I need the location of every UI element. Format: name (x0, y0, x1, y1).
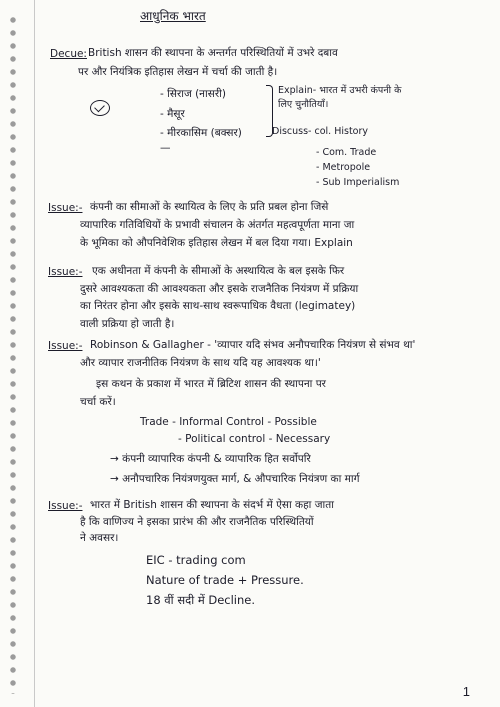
decue-line-1: British शासन की स्थापना के अन्तर्गत परिस्थितियों में उभरे दबाव (88, 47, 338, 59)
issue-4-note-1: EIC - trading com (146, 553, 246, 567)
issue-2-line-4: वाली प्रक्रिया हो जाती है। (80, 318, 175, 330)
issue-3-trade-2: - Political control - Necessary (178, 433, 331, 445)
issue-1-label: Issue:- (48, 202, 83, 214)
check-circle-icon (90, 100, 110, 116)
issue-2-line-1: एक अधीनता में कंपनी के सीमाओं के अस्थायित्व के बल इसके फिर (92, 265, 345, 277)
issue-3-line-1: Robinson & Gallagher - 'व्यापार यदि संभव अनौपचारिक नियंत्रण से संभव था' (90, 339, 416, 351)
issue-3-trade-1: Trade - Informal Control - Possible (140, 416, 317, 428)
decue-line-2: पर और नियंत्रिक इतिहास लेखन में चर्चा की जाती है। (78, 66, 278, 78)
issue-3-line-3: इस कथन के प्रकाश में भारत में ब्रिटिश शासन की स्थापना पर (96, 378, 326, 390)
page-number: 1 (462, 684, 470, 699)
decue-list-item-4: — (160, 142, 171, 154)
decue-discuss: Discuss- col. History (272, 126, 369, 137)
decue-explain-2: लिए चुनौतियाँ। (278, 99, 329, 110)
spiral-binding (6, 14, 20, 694)
decue-sublist-1: - Com. Trade (316, 147, 377, 158)
issue-4-line-1: भारत में British शासन की स्थापना के संदर्भ में ऐसा कहा जाता (90, 499, 334, 511)
issue-4-label: Issue:- (48, 500, 83, 512)
decue-sublist-2: - Metropole (316, 162, 371, 173)
issue-3-label: Issue:- (48, 340, 83, 352)
decue-list-item-3: - मीरकासिम (बक्सर) (160, 127, 242, 139)
issue-4-note-2: Nature of trade + Pressure. (146, 573, 304, 587)
issue-1-line-1: कंपनी का सीमाओं के स्थायित्व के लिए के प्रति प्रबल होना जिसे (90, 201, 329, 213)
decue-explain-1: Explain- भारत में उभरी कंपनी के (278, 85, 402, 96)
decue-sublist-3: - Sub Imperialism (316, 177, 400, 188)
decue-label: Decue: (50, 48, 87, 60)
decue-list-item-1: - सिराज (नासरी) (160, 88, 226, 100)
issue-1-line-2: व्यापारिक गतिविधियों के प्रभावी संचालन के अंतर्गत महत्वपूर्णता माना जा (80, 219, 355, 231)
issue-3-point-2: → अनौपचारिक नियंत्रणयुक्त मार्ग, & औपचारिक नियंत्रण का मार्ग (110, 473, 360, 485)
issue-3-line-4: चर्चा करें। (80, 396, 116, 408)
issue-3-line-2: और व्यापार राजनीतिक नियंत्रण के साथ यदि यह आवश्यक था।' (80, 357, 321, 369)
issue-1-line-3: के भूमिका को औपनिवेशिक इतिहास लेखन में बल दिया गया। Explain (80, 237, 353, 249)
issue-3-point-1: → कंपनी व्यापारिक कंपनी & व्यापारिक हित सर्वोपरि (110, 453, 311, 465)
issue-4-note-3: 18 वीं सदी में Decline. (146, 593, 256, 607)
issue-4-line-3: ने अवसर। (80, 532, 119, 544)
issue-2-line-2: दुसरे आवश्यकता की आवश्यकता और इसके राजनैतिक नियंत्रण में प्रक्रिया (80, 283, 359, 295)
margin-line (34, 0, 35, 707)
issue-4-line-2: है कि वाणिज्य ने इसका प्रारंभ की और राजनैतिक परिस्थितियों (80, 516, 314, 528)
decue-list-item-2: - मैसूर (160, 108, 185, 120)
issue-2-label: Issue:- (48, 266, 83, 278)
page-title: आधुनिक भारत (140, 9, 206, 23)
issue-2-line-3: का निरंतर होना और इसके साथ-साथ स्वरूपाधिक वैधता (legimatey) (80, 300, 356, 312)
